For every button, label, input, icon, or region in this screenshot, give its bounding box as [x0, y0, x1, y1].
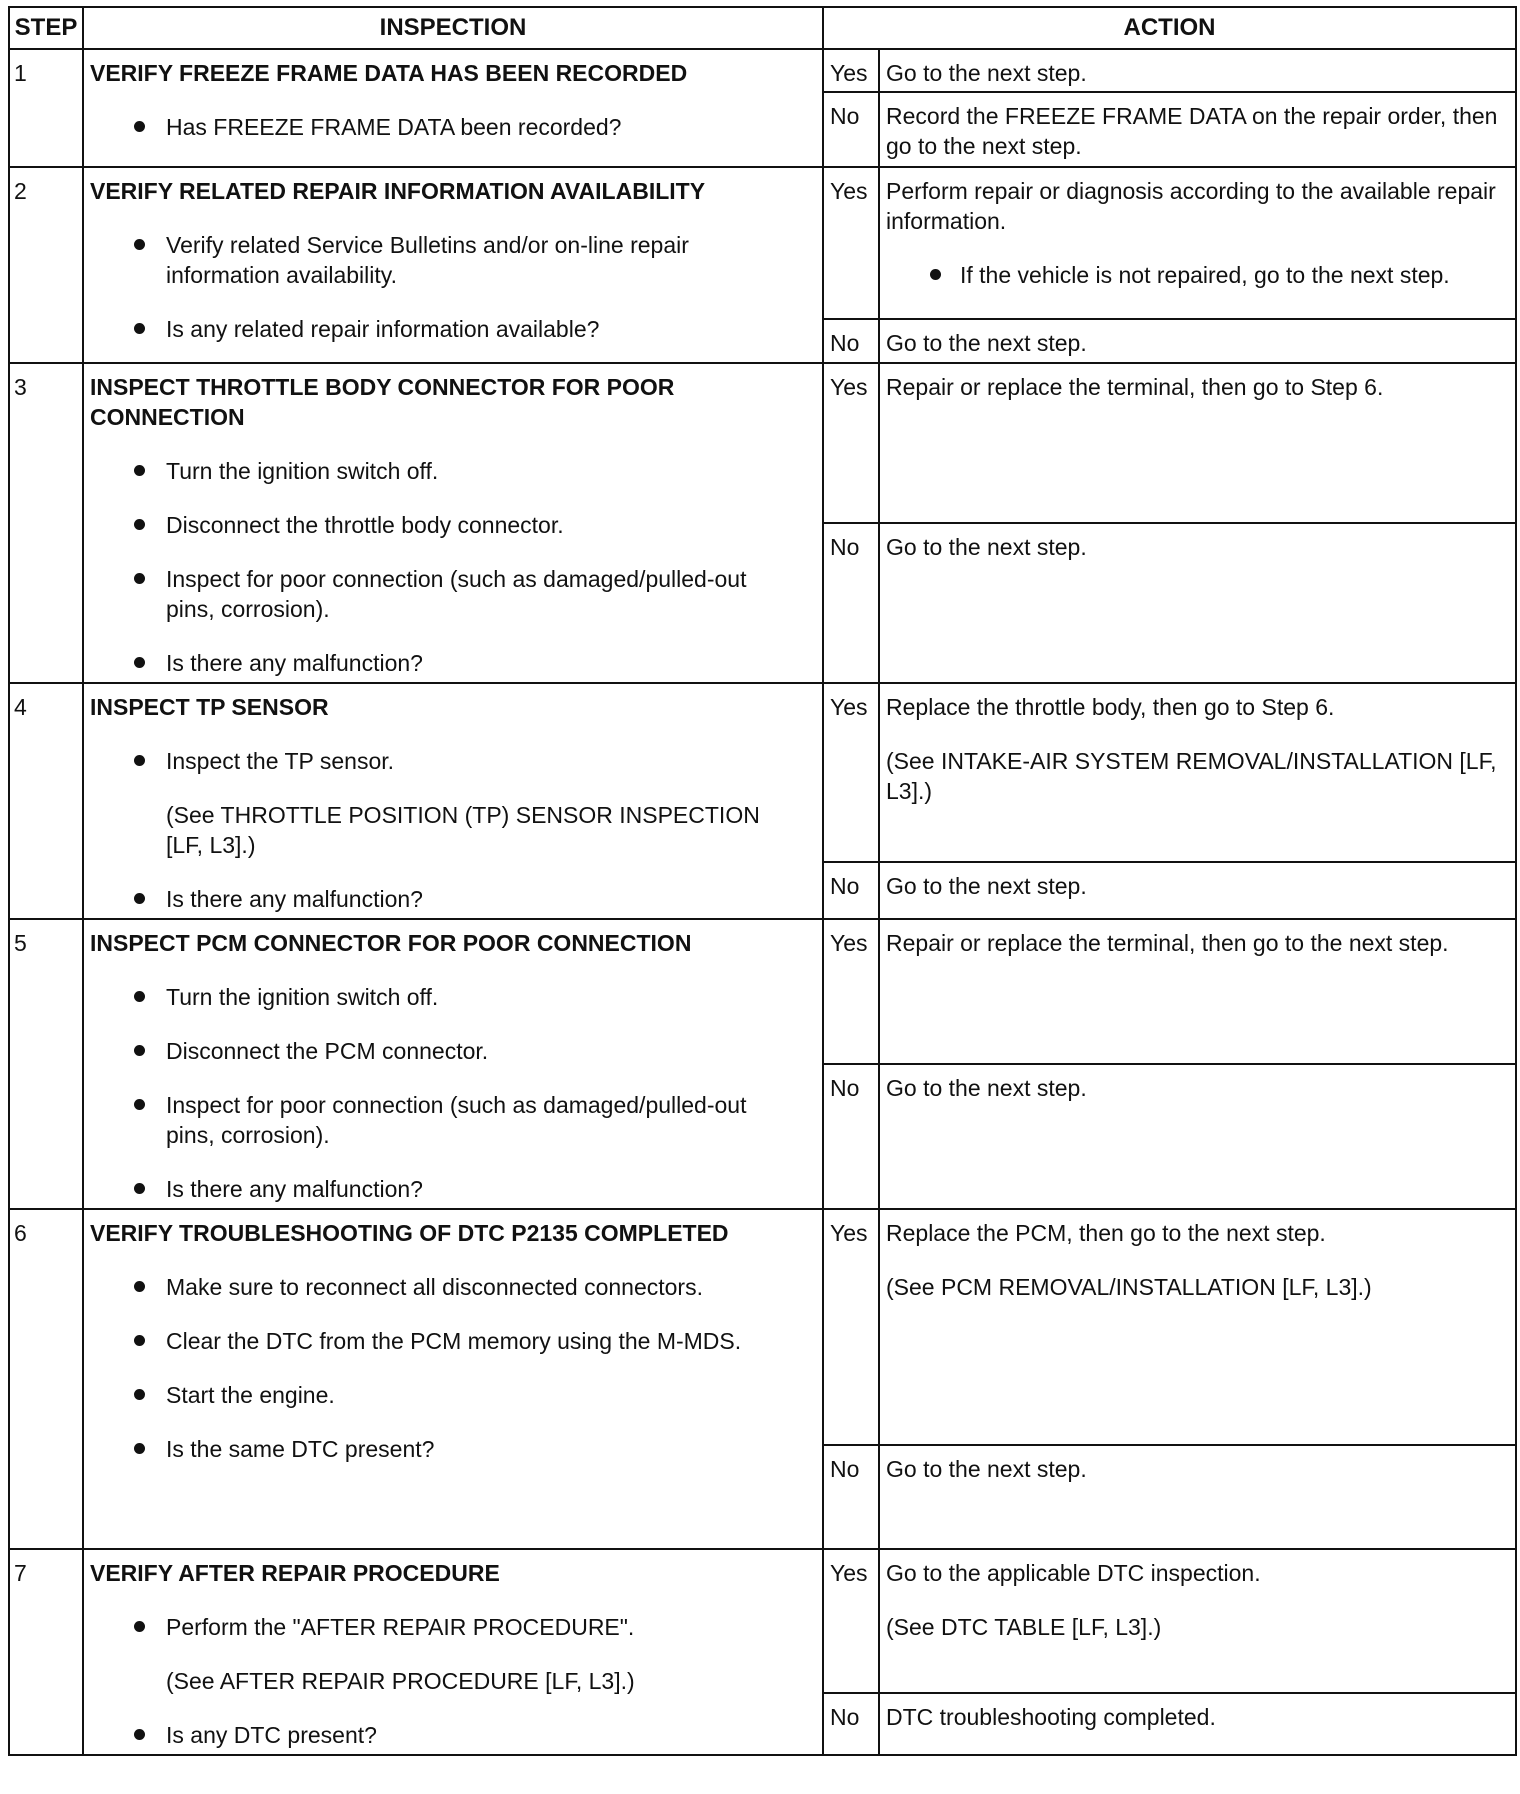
header-step: STEP — [9, 7, 83, 49]
inspection-item: Inspect the TP sensor. — [90, 746, 798, 776]
inspection-item: Is the same DTC present? — [90, 1434, 798, 1464]
step-number: 5 — [9, 919, 83, 1209]
inspection-note: (See AFTER REPAIR PROCEDURE [LF, L3].) — [166, 1668, 635, 1694]
step-number: 6 — [9, 1209, 83, 1549]
step-inspection — [83, 683, 823, 919]
step-6-yes-row — [9, 1209, 1516, 1445]
action-yes — [879, 919, 1516, 1064]
inspection-item: Make sure to reconnect all disconnected connectors. — [90, 1272, 798, 1302]
inspection-title: VERIFY RELATED REPAIR INFORMATION AVAILABILITY — [90, 178, 706, 204]
action-reference: (See INTAKE-AIR SYSTEM REMOVAL/INSTALLATION [LF, L3].) — [886, 748, 1497, 804]
answer-yes: Yes — [823, 919, 879, 1064]
inspection-title: VERIFY AFTER REPAIR PROCEDURE — [90, 1560, 500, 1586]
action-text: Go to the next step. — [886, 873, 1087, 900]
action-yes — [879, 683, 1516, 862]
answer-no: No — [823, 523, 879, 683]
answer-yes: Yes — [823, 167, 879, 319]
inspection-title: INSPECT THROTTLE BODY CONNECTOR FOR POOR CONNECTION — [90, 374, 675, 430]
action-yes — [879, 49, 1516, 92]
action-text: Go to the next step. — [886, 60, 1087, 86]
action-text: Go to the next step. — [886, 1075, 1087, 1101]
header-action: ACTION — [823, 7, 1516, 49]
step-1-yes-row — [9, 49, 1516, 92]
inspection-item: Verify related Service Bulletins and/or on-line repair information availability. — [90, 230, 798, 290]
inspection-item: Disconnect the throttle body connector. — [90, 510, 798, 540]
inspection-note: (See THROTTLE POSITION (TP) SENSOR INSPECTION [LF, L3].) — [166, 802, 760, 858]
answer-yes: Yes — [823, 683, 879, 862]
diagnostic-procedure-table — [8, 6, 1517, 1756]
inspection-item: Perform the "AFTER REPAIR PROCEDURE". — [90, 1612, 798, 1642]
action-bullet: If the vehicle is not repaired, go to the next step. — [886, 260, 1511, 290]
action-yes — [879, 167, 1516, 319]
step-inspection — [83, 167, 823, 363]
inspection-title: VERIFY TROUBLESHOOTING OF DTC P2135 COMPLETED — [90, 1220, 729, 1246]
answer-no: No — [823, 1064, 879, 1209]
inspection-title: INSPECT TP SENSOR — [90, 694, 329, 720]
answer-no: No — [823, 319, 879, 363]
action-no — [879, 523, 1516, 683]
inspection-item: Is any related repair information available? — [90, 314, 798, 344]
step-inspection — [83, 1209, 823, 1549]
action-reference: (See DTC TABLE [LF, L3].) — [886, 1614, 1162, 1640]
action-no — [879, 92, 1516, 167]
inspection-item: Turn the ignition switch off. — [90, 982, 798, 1012]
step-7-yes-row — [9, 1549, 1516, 1693]
answer-yes: Yes — [823, 363, 879, 523]
inspection-item: Start the engine. — [90, 1380, 798, 1410]
header-row — [9, 7, 1516, 49]
action-no — [879, 1445, 1516, 1549]
action-text: Replace the throttle body, then go to Step 6. — [886, 694, 1335, 720]
step-3-yes-row — [9, 363, 1516, 523]
step-inspection — [83, 49, 823, 167]
action-no — [879, 1693, 1516, 1755]
step-number: 2 — [9, 167, 83, 363]
inspection-title: INSPECT PCM CONNECTOR FOR POOR CONNECTION — [90, 930, 692, 956]
step-inspection — [83, 919, 823, 1209]
step-number: 4 — [9, 683, 83, 919]
answer-yes: Yes — [823, 1209, 879, 1445]
inspection-item: Clear the DTC from the PCM memory using the M-MDS. — [90, 1326, 798, 1356]
action-no — [879, 319, 1516, 363]
step-4-yes-row — [9, 683, 1516, 862]
action-text: Perform repair or diagnosis according to the available repair information. — [886, 178, 1496, 234]
answer-yes: Yes — [823, 49, 879, 92]
inspection-item: Is there any malfunction? — [90, 1174, 798, 1204]
answer-no: No — [823, 1693, 879, 1755]
step-2-yes-row — [9, 167, 1516, 319]
action-yes — [879, 1209, 1516, 1445]
inspection-title: VERIFY FREEZE FRAME DATA HAS BEEN RECORDED — [90, 60, 688, 86]
answer-no: No — [823, 1445, 879, 1549]
action-text: Go to the next step. — [886, 534, 1087, 560]
action-text: DTC troubleshooting completed. — [886, 1703, 1216, 1730]
step-5-yes-row — [9, 919, 1516, 1064]
action-reference: (See PCM REMOVAL/INSTALLATION [LF, L3].) — [886, 1274, 1372, 1300]
step-inspection — [83, 363, 823, 683]
header-inspection: INSPECTION — [83, 7, 823, 49]
inspection-item: Inspect for poor connection (such as damaged/pulled-out pins, corrosion). — [90, 1090, 798, 1150]
step-number: 3 — [9, 363, 83, 683]
action-yes — [879, 363, 1516, 523]
action-no — [879, 862, 1516, 919]
inspection-item: Disconnect the PCM connector. — [90, 1036, 798, 1066]
action-text: Go to the applicable DTC inspection. — [886, 1560, 1261, 1586]
action-no — [879, 1064, 1516, 1209]
action-text: Repair or replace the terminal, then go to the next step. — [886, 930, 1449, 956]
step-inspection — [83, 1549, 823, 1755]
step-number: 7 — [9, 1549, 83, 1755]
action-text: Go to the next step. — [886, 1456, 1087, 1482]
action-yes — [879, 1549, 1516, 1693]
inspection-item: Is any DTC present? — [90, 1720, 798, 1750]
answer-no: No — [823, 92, 879, 167]
answer-no: No — [823, 862, 879, 919]
inspection-item: Has FREEZE FRAME DATA been recorded? — [90, 112, 798, 142]
answer-yes: Yes — [823, 1549, 879, 1693]
action-text: Go to the next step. — [886, 330, 1087, 356]
inspection-item: Turn the ignition switch off. — [90, 456, 798, 486]
action-text: Record the FREEZE FRAME DATA on the repair order, then go to the next step. — [886, 102, 1498, 159]
inspection-item: Is there any malfunction? — [90, 884, 798, 914]
inspection-item: Inspect for poor connection (such as damaged/pulled-out pins, corrosion). — [90, 564, 798, 624]
step-number: 1 — [9, 49, 83, 167]
action-text: Repair or replace the terminal, then go to Step 6. — [886, 374, 1384, 400]
action-text: Replace the PCM, then go to the next step. — [886, 1220, 1326, 1246]
inspection-item: Is there any malfunction? — [90, 648, 798, 678]
